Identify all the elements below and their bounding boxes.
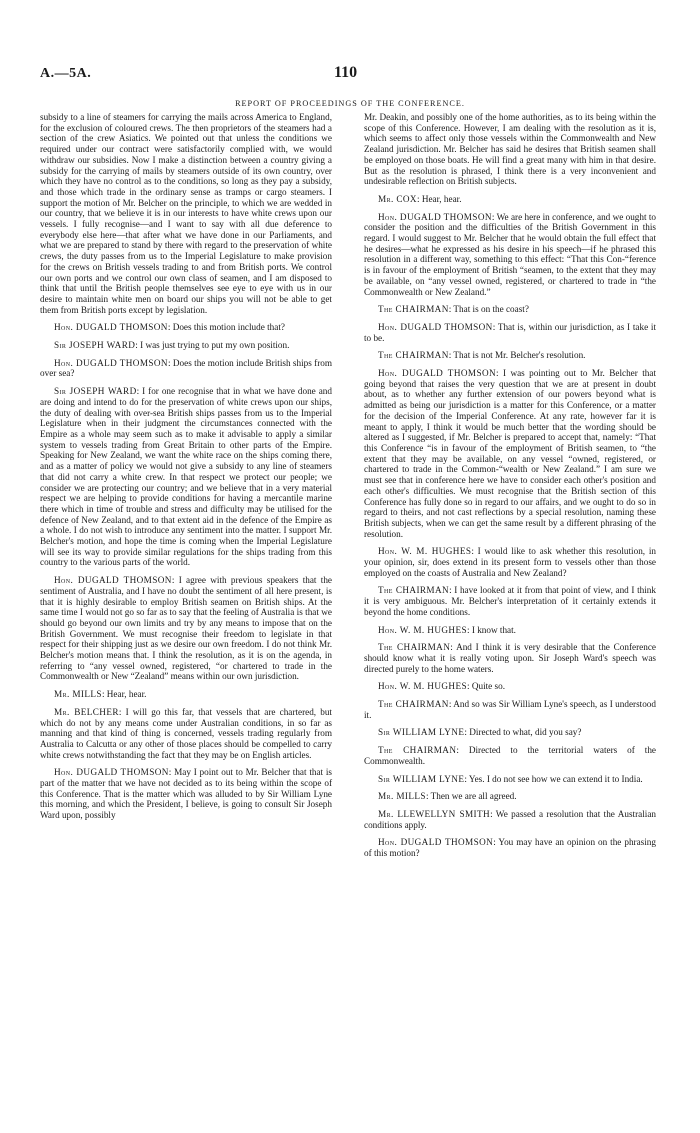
speaker-name: The CHAIRMAN [378,350,449,361]
paragraph-text: : We are here in conference, and we ought to consider the position and the difficulties of the British Government in this regard. I would suggest to Mr. Belcher that he would obtain the full effect that he desires—what he expressed as his desire in his speech—if he phrased this resolution in a different way, something to this effect: “That this Con-“ference is in favour of the employment of British “seamen, to the extent that they may be available, on “any vessel owned, registered, or chartered to trade in “the Commonwealth or New Zealand.” [364,211,657,297]
paragraph-text: : I will go this far, that vessels that are chartered, but which do not by any means come under Australian conditions, in so far as manning and that kind of thing is concerned, vessels trading regularly from Australia to Calcutta or any other of those places should be compelled to carry white crews notwithstanding the fact that they may be on English articles. [40,706,332,760]
paragraph [364,350,656,361]
paragraph-text: : Does the motion include British ships from over sea? [40,357,333,379]
paragraph [364,774,656,785]
page-number: 110 [334,64,358,81]
speaker-name: Hon. DUGALD THOMSON [54,767,169,778]
paragraph-text: : Directed to what, did you say? [464,727,582,738]
speaker-name: Hon. DUGALD THOMSON [378,211,492,222]
paragraph-text: : I have looked at it from that point of view, and I think it is very ambiguous. Mr. Belcher's interpretation of it certainly extends it beyond the home conditions. [364,585,656,617]
speaker-name: Sir JOSEPH WARD [54,386,137,397]
speaker-name: Hon. DUGALD THOMSON [378,837,494,848]
paragraph [40,386,332,568]
paragraph [364,642,656,674]
paragraph-text: : I for one recognise that in what we have done and are doing and intend to do for the preservation of white crews upon our ships, the duty of dealing with over-sea British ships passes from us to the Imperial Legislature when in their judgment the circumstances connected with the Empire as a whole may seem such as to make it advisable to apply a similar system to vessels trading from Great Britain to other parts of the Empire. Speaking for New Zealand, we want the white race on the ships coming there, and as a matter of policy we would not give a subsidy to any line of steamers that did not carry a white crew. In that respect we protect our people; we consider we are protecting our country; and we believe that in a very material respect we are helping to provide conditions for having a mercantile marine there which in time of trouble and stress and difficulty may be utilised for the defence of New Zealand, and to that extent aid in the defence of the Empire as a whole. I do not wish to introduce any sentiment into the matter. I support Mr. Belcher's motion, and hope the time is coming when the Imperial Legislature will see its way to provide similar regulations for the ships trading from this country to the various parts of the world. [40,386,332,568]
paragraph-text: : And I think it is very desirable that the Conference should know what it is really voting upon. Sir Joseph Ward's speech was directed purely to the home waters. [364,642,657,674]
paragraph [40,707,332,761]
speaker-name: Hon. DUGALD THOMSON [378,321,493,332]
speaker-name: Hon. DUGALD THOMSON [54,357,168,368]
paragraph [40,689,332,700]
paragraph [364,745,656,766]
paragraph-text: : May I point out to Mr. Belcher that that is part of the matter that we have not decided as to its being within the scope of this Conference. That is the matter which was alluded to by Sir William Lyne this morning, and which the President, I believe, is going to consult Sir Joseph Ward upon, possibly [40,767,332,821]
paragraph [364,837,656,858]
speaker-name: The CHAIRMAN [378,585,450,596]
speaker-name: Hon. DUGALD THOMSON [378,368,497,379]
paragraph-text: : I know that. [466,624,516,635]
paragraph-text: : Quite so. [466,681,506,692]
speaker-name: Mr. LLEWELLYN SMITH [378,808,491,819]
paragraph [364,368,656,539]
paragraph [364,727,656,738]
paragraph-text: : That is on the coast? [448,304,529,315]
paragraph [40,767,332,821]
speaker-name: Sir WILLIAM LYNE [378,773,465,784]
paragraph-text: subsidy to a line of steamers for carrying the mails across America to England, for the exclusion of coloured crews. The then proprietors of the steamers had a section of the crew Asiatics. We pointed out that unless the conditions we required under our contract were satisfactorily complied with, we would withdraw our subsidies. Now I make a distinction between a country giving a subsidy for the carrying of mails by steamers outside of its own country, over which they have no control as to the conditions, so long as they pay a subsidy, and those which trade in the ordinary sense as tramps or cargo steamers. I support the motion of Mr. Belcher on the principle, to which we are wedded in our country, that we believe it is in our interests to have white crews upon our vessels. I fully recognise—and I want to say with all due deference to everybody else here—that after what we have done in our Parliaments, and what we are prepared to stand by there with regard to the preservation of white crews, the duty passes from us to the Imperial Legislature to make provision for the crews on British vessels trading to and from British ports. We control our own ports and we control our own class of seamen, and I am disposed to think that until the British people themselves see eye to eye with us in our desire to maintain white men on board our ships you will not be able to get them from British ports except by legislation. [40,112,332,315]
paragraph [364,699,656,720]
speaker-name: Hon. W. M. HUGHES [378,546,472,557]
speaker-name: The CHAIRMAN [378,304,449,315]
paragraph [364,791,656,802]
speaker-name: Hon. DUGALD THOMSON [54,575,172,586]
speaker-name: Sir JOSEPH WARD [54,340,136,351]
paragraph [40,358,332,379]
paragraph [364,304,656,315]
paragraph-text: : You may have an opinion on the phrasing of this motion? [364,837,656,859]
paragraph [40,575,332,682]
paragraph-text: : And so was Sir William Lyne's speech, as I understood it. [364,699,656,720]
paragraph-text: : I would like to ask whether this resolution, in your opinion, sir, does extend in its present form to vessels other than those employed on the coasts of Australia and New Zealand? [364,546,656,578]
paragraph-text: : Hear, hear. [416,193,462,204]
paragraph-text: : I was pointing out to Mr. Belcher that going beyond that raises the very question that we are at present in doubt about, as to whether any further extension of our powers beyond what is admitted as being our jurisdiction is a matter for this Conference, or a matter for the decision of the Imperial Conference. At any rate, however far it is meant to apply, I think it would be much better that the wording should be altered as I suggested, if Mr. Belcher is prepared to accept that, namely: “That this Conference “is in favour of the employment of British seamen, to “the extent that they may be available, on any vessel “owned, registered, or chartered to trade in the Common-“wealth or New Zealand.” I am sure we must see that in conference here we have to consider each other's position and each other's difficulties. We must recognise that the British section of this Conference has fully done so in regard to our affairs, and we ought to do so in regard to theirs, and not cast reflections by a special resolution, naming these British subjects, when we can get the same result by a different phrasing of the resolution. [364,368,656,539]
paragraph-text: : That is not Mr. Belcher's resolution. [448,350,586,361]
paragraph [364,809,656,830]
paragraph-text: Mr. Deakin, and possibly one of the home authorities, as to its being within the scope of this Conference. However, I am dealing with the resolution as it is, which seems to affect only those vessels within the Commonwealth and New Zealand jurisdiction. Mr. Belcher has said he desires that British seamen shall be employed on those boats. He will find a great many with him in that desire. But as the resolution is phrased, I think there is a very inconvenient and undesirable reflection on British subjects. [364,112,656,187]
left-column [40,112,332,821]
document-reference: A.—5A. [40,66,92,81]
speaker-name: The CHAIRMAN [378,745,457,756]
running-title: REPORT OF PROCEEDINGS OF THE CONFERENCE. [235,99,465,108]
speaker-name: Sir WILLIAM LYNE [378,727,465,738]
speaker-name: Mr. COX [378,193,417,204]
speaker-name: Mr. MILLS [378,791,426,802]
paragraph [364,112,656,187]
paragraph-text: : Does this motion include that? [167,322,285,333]
paragraph-text: : Directed to the territorial waters of the Commonwealth. [364,745,656,766]
paragraph-text: : That is, within our jurisdiction, as I take it to be. [364,321,656,343]
paragraph [364,585,656,617]
paragraph-text: : Yes. I do not see how we can extend it to India. [464,773,643,784]
paragraph [364,322,656,343]
paragraph-text: : Hear, hear. [101,689,147,700]
paragraph [40,340,332,351]
right-column [364,112,656,859]
paragraph-text: : I agree with previous speakers that the sentiment of Australia, and I have no doubt the sentiment of all here present, is that it is highly desirable to employ British seamen on British ships. At the same time I would not go so far as to say that the feeling of Australia is that we should go beyond our own limits and try by any means to impose that on the British Government. We must recognise their freedom to legislate in that respect for their shipping just as we desire our own freedom. I do not think Mr. Belcher's motion means that. I think the resolution, as it is on the agenda, in referring to “any vessel owned, registered, “or chartered to trade in the Commonwealth or New “Zealand” means within our own jurisdiction. [40,575,333,682]
speaker-name: The CHAIRMAN [378,642,451,653]
paragraph [364,681,656,692]
paragraph-text: : Then we are all agreed. [425,791,517,802]
paragraph [364,546,656,578]
speaker-name: Mr. MILLS [54,689,102,700]
paragraph-text: : I was just trying to put my own position. [135,340,290,351]
paragraph [364,625,656,636]
speaker-name: Hon. W. M. HUGHES [378,624,467,635]
speaker-name: The CHAIRMAN [378,699,449,710]
speaker-name: Mr. BELCHER [54,706,119,717]
speaker-name: Hon. W. M. HUGHES [378,681,467,692]
speaker-name: Hon. DUGALD THOMSON [54,322,168,333]
paragraph-text: : We passed a resolution that the Australian conditions apply. [364,808,656,830]
paragraph [40,112,332,315]
paragraph [40,322,332,333]
paragraph [364,212,656,298]
paragraph [364,194,656,205]
